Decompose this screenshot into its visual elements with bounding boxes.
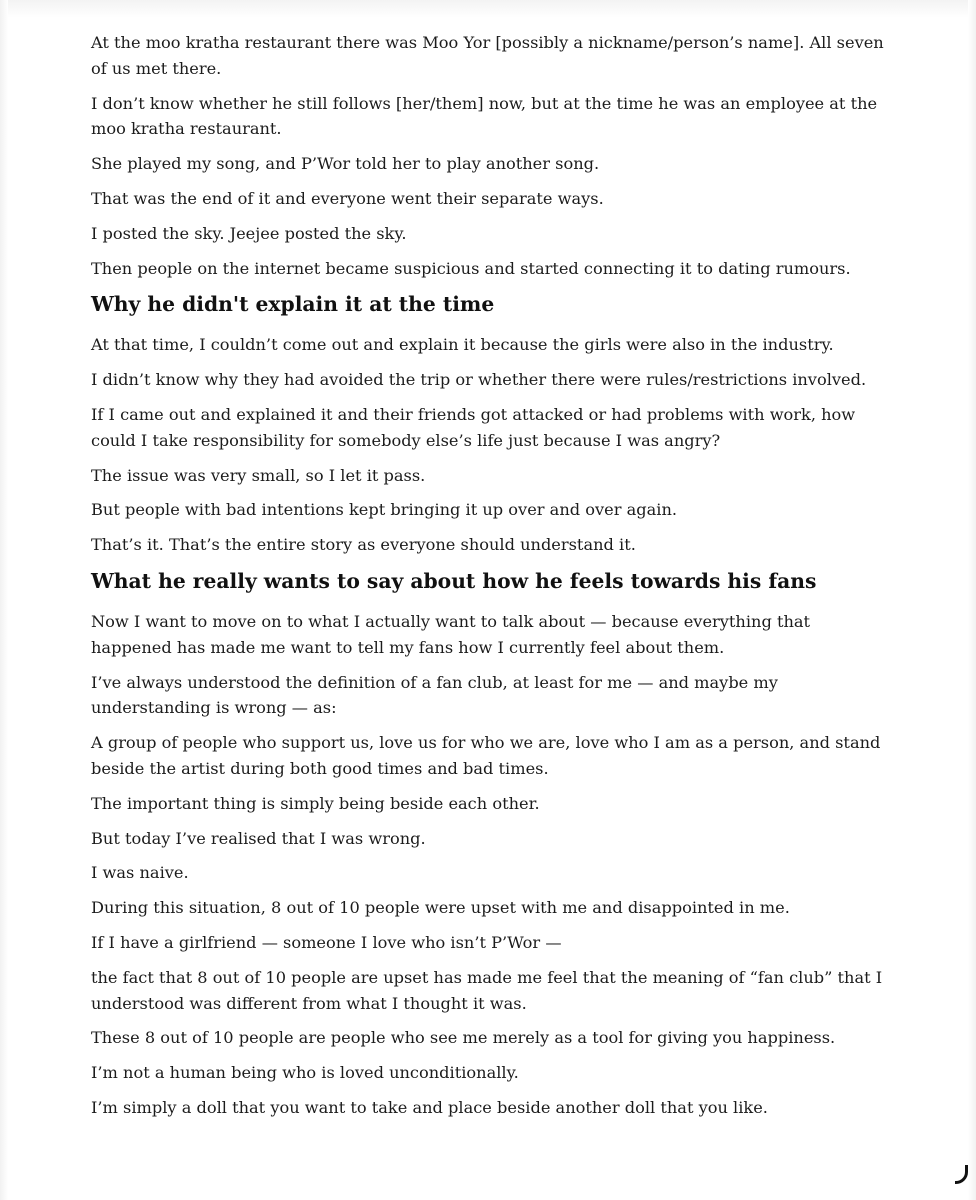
paragraph: The issue was very small, so I let it pass. [91, 465, 426, 485]
paragraph: But people with bad intentions kept bringing it up over and over again. [91, 500, 678, 520]
page-curl-mark [955, 1165, 968, 1184]
paragraph: That was the end of it and everyone went their separate ways. [91, 188, 604, 208]
section-story [91, 30, 891, 281]
paragraph: If I came out and explained it and their friends got attacked or had problems with work, how could I take responsibility for somebody else’s life just because I was angry? [91, 404, 856, 450]
paragraph: Then people on the internet became suspicious and started connecting it to dating rumours. [91, 258, 851, 278]
page-right-edge [968, 0, 976, 1200]
paragraph: If I have a girlfriend — someone I love who isn’t P’Wor — [91, 932, 562, 952]
section-why-not-explain [91, 290, 891, 558]
section-heading: Why he didn't explain it at the time [91, 292, 495, 317]
paragraph: The important thing is simply being beside each other. [91, 793, 540, 813]
paragraph: I’m simply a doll that you want to take and place beside another doll that you like. [91, 1097, 768, 1117]
page-left-edge [0, 0, 8, 1200]
section-heading: What he really wants to say about how he feels towards his fans [91, 568, 817, 593]
paragraph: I was naive. [91, 863, 189, 883]
paragraph: At that time, I couldn’t come out and explain it because the girls were also in the industry. [91, 335, 834, 355]
paragraph: But today I’ve realised that I was wrong. [91, 828, 426, 848]
paragraph: That’s it. That’s the entire story as everyone should understand it. [91, 535, 636, 555]
section-feelings-towards-fans [91, 567, 891, 1121]
paragraph: I posted the sky. Jeejee posted the sky. [91, 223, 407, 243]
paragraph: Now I want to move on to what I actually want to talk about — because everything that happened has made me want to tell my fans how I currently feel about them. [91, 611, 811, 657]
paragraph: the fact that 8 out of 10 people are upset has made me feel that the meaning of “fan club” that I understood was different from what I thought it was. [91, 967, 883, 1013]
paragraph: I’m not a human being who is loved unconditionally. [91, 1063, 519, 1083]
article-body [91, 30, 891, 1130]
paragraph: I didn’t know why they had avoided the trip or whether there were rules/restrictions involved. [91, 370, 867, 390]
page-top-edge [0, 0, 976, 18]
paragraph: At the moo kratha restaurant there was Moo Yor [possibly a nickname/person’s name]. All seven of us met there. [91, 33, 884, 78]
paragraph: During this situation, 8 out of 10 people were upset with me and disappointed in me. [91, 898, 790, 918]
paragraph: She played my song, and P’Wor told her to play another song. [91, 154, 600, 174]
paragraph: I’ve always understood the definition of a fan club, at least for me — and maybe my understanding is wrong — as: [91, 672, 778, 718]
paragraph: I don’t know whether he still follows [her/them] now, but at the time he was an employee at the moo kratha restaurant. [91, 93, 878, 139]
paragraph: These 8 out of 10 people are people who see me merely as a tool for giving you happiness. [91, 1028, 836, 1048]
paragraph: A group of people who support us, love us for who we are, love who I am as a person, and stand beside the artist during both good times and bad times. [91, 733, 881, 778]
